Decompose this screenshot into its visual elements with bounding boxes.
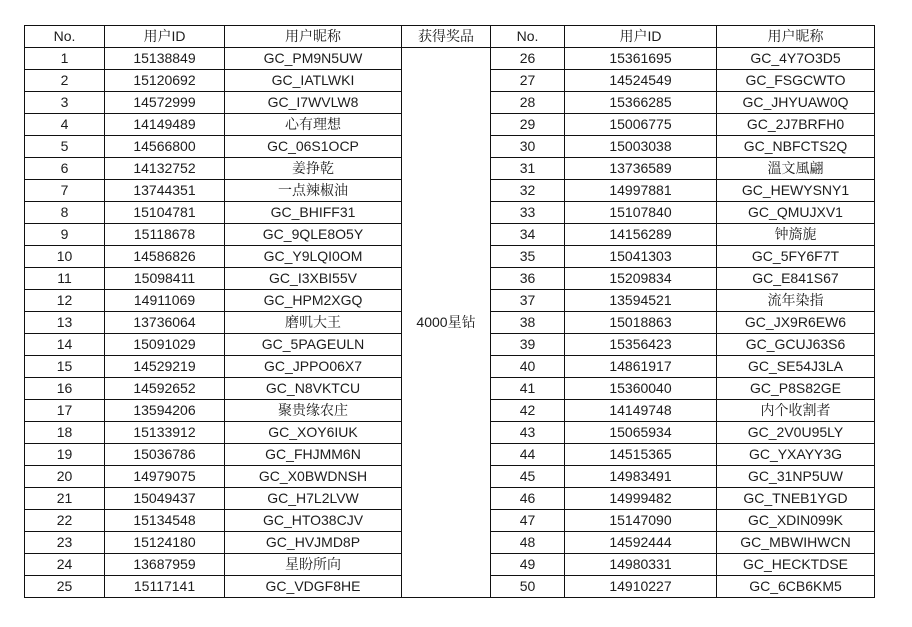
header-row [25,26,875,48]
no-cell-right: 49 [491,554,565,576]
no-cell-left: 13 [25,312,105,334]
no-cell-left: 7 [25,180,105,202]
user-id-cell-right: 15356423 [565,334,717,356]
nickname-cell-right: GC_5FY6F7T [717,246,875,268]
user-id-cell-left: 15134548 [105,510,225,532]
nickname-cell-right: GC_FSGCWTO [717,70,875,92]
table-row [25,48,875,70]
user-id-cell-right: 14515365 [565,444,717,466]
nickname-cell-right: GC_SE54J3LA [717,356,875,378]
no-cell-right: 36 [491,268,565,290]
user-id-cell-right: 14149748 [565,400,717,422]
no-cell-right: 31 [491,158,565,180]
nickname-cell-right: 钟旖旎 [717,224,875,246]
nickname-cell-right: GC_TNEB1YGD [717,488,875,510]
user-id-cell-right: 15107840 [565,202,717,224]
header-user-id-left: 用户ID [105,26,225,48]
prize-cell: 4000星钻 [402,48,491,598]
no-cell-right: 39 [491,334,565,356]
nickname-cell-left: GC_VDGF8HE [225,576,402,598]
no-cell-right: 33 [491,202,565,224]
no-cell-left: 16 [25,378,105,400]
nickname-cell-left: 姜挣乾 [225,158,402,180]
nickname-cell-right: GC_YXAYY3G [717,444,875,466]
nickname-cell-left: GC_FHJMM6N [225,444,402,466]
no-cell-right: 47 [491,510,565,532]
no-cell-left: 3 [25,92,105,114]
no-cell-left: 24 [25,554,105,576]
user-id-cell-left: 14592652 [105,378,225,400]
nickname-cell-left: GC_XOY6IUK [225,422,402,444]
nickname-cell-left: GC_X0BWDNSH [225,466,402,488]
no-cell-left: 14 [25,334,105,356]
no-cell-left: 10 [25,246,105,268]
nickname-cell-left: 心有理想 [225,114,402,136]
nickname-cell-left: GC_5PAGEULN [225,334,402,356]
nickname-cell-right: GC_2J7BRFH0 [717,114,875,136]
nickname-cell-right: GC_2V0U95LY [717,422,875,444]
no-cell-left: 11 [25,268,105,290]
no-cell-right: 45 [491,466,565,488]
header-prize: 获得奖品 [402,26,491,48]
user-id-cell-left: 13736064 [105,312,225,334]
nickname-cell-right: GC_HEWYSNY1 [717,180,875,202]
nickname-cell-right: GC_4Y7O3D5 [717,48,875,70]
nickname-cell-right: GC_HECKTDSE [717,554,875,576]
nickname-cell-left: GC_HPM2XGQ [225,290,402,312]
prize-table [24,25,875,598]
no-cell-left: 9 [25,224,105,246]
user-id-cell-left: 14586826 [105,246,225,268]
nickname-cell-left: GC_Y9LQI0OM [225,246,402,268]
user-id-cell-right: 15147090 [565,510,717,532]
nickname-cell-left: GC_I7WVLW8 [225,92,402,114]
user-id-cell-left: 14572999 [105,92,225,114]
no-cell-left: 18 [25,422,105,444]
no-cell-left: 2 [25,70,105,92]
user-id-cell-left: 15118678 [105,224,225,246]
no-cell-right: 40 [491,356,565,378]
no-cell-right: 26 [491,48,565,70]
no-cell-right: 35 [491,246,565,268]
user-id-cell-right: 14997881 [565,180,717,202]
no-cell-right: 28 [491,92,565,114]
user-id-cell-left: 15133912 [105,422,225,444]
user-id-cell-left: 15104781 [105,202,225,224]
no-cell-right: 43 [491,422,565,444]
user-id-cell-right: 15041303 [565,246,717,268]
no-cell-left: 12 [25,290,105,312]
user-id-cell-left: 14979075 [105,466,225,488]
user-id-cell-right: 13594521 [565,290,717,312]
no-cell-left: 5 [25,136,105,158]
nickname-cell-left: GC_06S1OCP [225,136,402,158]
header-user-id-right: 用户ID [565,26,717,48]
nickname-cell-left: GC_H7L2LVW [225,488,402,510]
user-id-cell-right: 14861917 [565,356,717,378]
no-cell-right: 34 [491,224,565,246]
no-cell-left: 15 [25,356,105,378]
no-cell-left: 22 [25,510,105,532]
no-cell-left: 21 [25,488,105,510]
user-id-cell-left: 15098411 [105,268,225,290]
no-cell-left: 19 [25,444,105,466]
user-id-cell-left: 14132752 [105,158,225,180]
user-id-cell-right: 13736589 [565,158,717,180]
no-cell-right: 27 [491,70,565,92]
no-cell-right: 42 [491,400,565,422]
user-id-cell-left: 14911069 [105,290,225,312]
user-id-cell-right: 14983491 [565,466,717,488]
nickname-cell-right: GC_JHYUAW0Q [717,92,875,114]
nickname-cell-left: GC_IATLWKI [225,70,402,92]
user-id-cell-right: 15003038 [565,136,717,158]
user-id-cell-right: 15006775 [565,114,717,136]
user-id-cell-left: 15049437 [105,488,225,510]
nickname-cell-right: 溫文風翩 [717,158,875,180]
no-cell-right: 38 [491,312,565,334]
nickname-cell-right: 内个收割者 [717,400,875,422]
user-id-cell-right: 14156289 [565,224,717,246]
no-cell-right: 41 [491,378,565,400]
nickname-cell-left: 磨叽大王 [225,312,402,334]
nickname-cell-right: GC_QMUJXV1 [717,202,875,224]
user-id-cell-right: 15209834 [565,268,717,290]
user-id-cell-right: 14910227 [565,576,717,598]
user-id-cell-right: 15366285 [565,92,717,114]
no-cell-right: 50 [491,576,565,598]
user-id-cell-left: 14566800 [105,136,225,158]
user-id-cell-left: 15120692 [105,70,225,92]
nickname-cell-right: GC_6CB6KM5 [717,576,875,598]
no-cell-right: 37 [491,290,565,312]
no-cell-left: 4 [25,114,105,136]
no-cell-right: 48 [491,532,565,554]
nickname-cell-right: GC_E841S67 [717,268,875,290]
user-id-cell-left: 15117141 [105,576,225,598]
user-id-cell-right: 15361695 [565,48,717,70]
nickname-cell-right: GC_XDIN099K [717,510,875,532]
user-id-cell-right: 15065934 [565,422,717,444]
header-nickname-left: 用户昵称 [225,26,402,48]
user-id-cell-right: 15360040 [565,378,717,400]
nickname-cell-left: GC_9QLE8O5Y [225,224,402,246]
header-no-left: No. [25,26,105,48]
no-cell-left: 17 [25,400,105,422]
no-cell-left: 8 [25,202,105,224]
nickname-cell-left: 一点辣椒油 [225,180,402,202]
no-cell-right: 46 [491,488,565,510]
no-cell-left: 6 [25,158,105,180]
nickname-cell-right: GC_NBFCTS2Q [717,136,875,158]
nickname-cell-left: GC_PM9N5UW [225,48,402,70]
nickname-cell-left: GC_BHIFF31 [225,202,402,224]
no-cell-left: 1 [25,48,105,70]
prize-table-container [24,25,875,598]
user-id-cell-left: 15036786 [105,444,225,466]
user-id-cell-right: 14980331 [565,554,717,576]
user-id-cell-right: 14592444 [565,532,717,554]
prize-table-body [25,48,875,598]
user-id-cell-left: 15138849 [105,48,225,70]
no-cell-left: 20 [25,466,105,488]
nickname-cell-left: GC_I3XBI55V [225,268,402,290]
no-cell-left: 23 [25,532,105,554]
user-id-cell-right: 14524549 [565,70,717,92]
user-id-cell-left: 13687959 [105,554,225,576]
no-cell-right: 32 [491,180,565,202]
user-id-cell-left: 13744351 [105,180,225,202]
nickname-cell-left: GC_HVJMD8P [225,532,402,554]
nickname-cell-left: 星盼所向 [225,554,402,576]
no-cell-right: 29 [491,114,565,136]
nickname-cell-right: GC_JX9R6EW6 [717,312,875,334]
user-id-cell-left: 15091029 [105,334,225,356]
nickname-cell-left: GC_HTO38CJV [225,510,402,532]
no-cell-right: 44 [491,444,565,466]
nickname-cell-left: GC_N8VKTCU [225,378,402,400]
nickname-cell-right: GC_31NP5UW [717,466,875,488]
header-no-right: No. [491,26,565,48]
nickname-cell-right: GC_P8S82GE [717,378,875,400]
nickname-cell-right: 流年染指 [717,290,875,312]
nickname-cell-left: 聚贵缘农庄 [225,400,402,422]
nickname-cell-left: GC_JPPO06X7 [225,356,402,378]
nickname-cell-right: GC_GCUJ63S6 [717,334,875,356]
user-id-cell-right: 14999482 [565,488,717,510]
user-id-cell-left: 14529219 [105,356,225,378]
user-id-cell-left: 14149489 [105,114,225,136]
no-cell-left: 25 [25,576,105,598]
user-id-cell-right: 15018863 [565,312,717,334]
header-nickname-right: 用户昵称 [717,26,875,48]
nickname-cell-right: GC_MBWIHWCN [717,532,875,554]
user-id-cell-left: 15124180 [105,532,225,554]
user-id-cell-left: 13594206 [105,400,225,422]
no-cell-right: 30 [491,136,565,158]
